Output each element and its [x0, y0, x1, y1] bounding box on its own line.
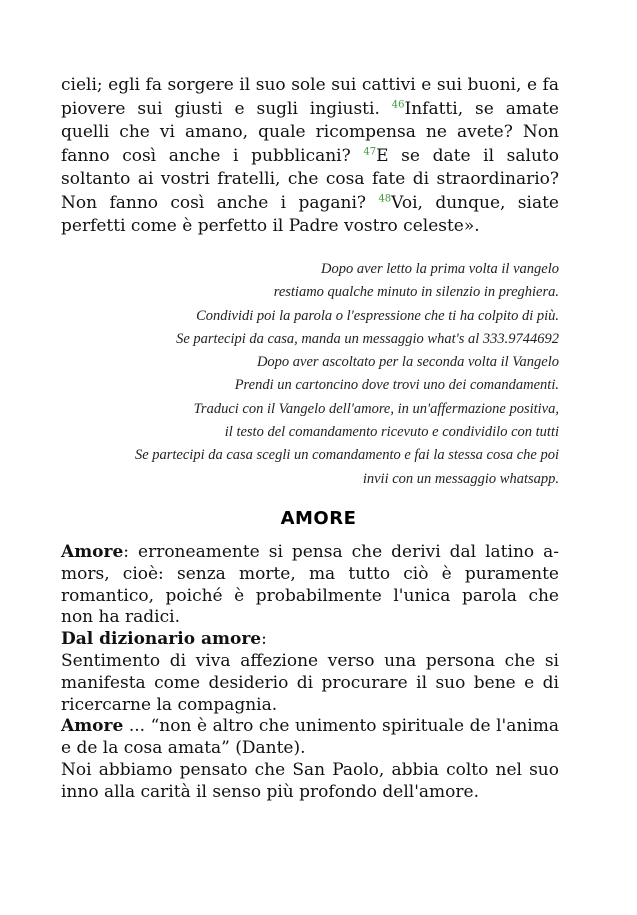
scripture-paragraph — [61, 74, 559, 239]
instruction-line: il testo del comandamento ricevuto e condividilo con tutti — [224, 424, 559, 441]
instruction-line: Se partecipi da casa, manda un messaggio what's al 333.9744692 — [176, 330, 559, 347]
body-text — [61, 542, 559, 804]
instruction-line: invii con un messaggio whatsapp. — [362, 470, 559, 487]
term-label: Dal dizionario amore — [61, 629, 262, 650]
scripture-text: E se date il saluto soltanto ai vostri fratelli, che cosa fate di straordinario? Non fanno così anche i pagani? — [61, 145, 559, 213]
paragraph — [61, 629, 559, 651]
paragraph — [61, 542, 559, 629]
verse-number: 48 — [378, 192, 392, 204]
verse-number: 46 — [391, 98, 405, 110]
paragraph-text: ... “non è altro che unimento spirituale de l'anima e de la cosa amata” (Dante). — [61, 716, 559, 759]
term-label: Amore — [61, 716, 124, 737]
verse-number: 47 — [363, 145, 377, 157]
paragraph: Sentimento di viva affezione verso una persona che si manifesta come desiderio di procurare il suo bene e di ricercarne la compagnia. — [61, 650, 559, 715]
instruction-line: Prendi un cartoncino dove trovi uno dei comandamenti. — [234, 377, 559, 394]
instruction-line: restiamo qualche minuto in silenzio in preghiera. — [273, 284, 559, 301]
term-label: Amore — [61, 542, 124, 562]
paragraph-text: : erroneamente si pensa che derivi dal latino a-mors, cioè: senza morte, ma tutto ciò è puramente romantico, poiché è probabilmente l'unica parola che non ha radici. — [61, 542, 559, 628]
scripture-text: Voi, dunque, siate perfetti come è perfetto il Padre vostro celeste». — [61, 192, 559, 236]
instruction-line: Condividi poi la parola o l'espressione che ti ha colpito di più. — [196, 307, 559, 324]
scripture-text: cieli; egli fa sorgere il suo sole sui cattivi e sui buoni, e fa piovere sui giusti e sugli ingiusti. — [61, 75, 559, 119]
instructions-block — [60, 258, 559, 491]
instruction-line: Se partecipi da casa scegli un comandamento e fai la stessa cosa che poi — [134, 447, 559, 464]
paragraph — [61, 716, 559, 760]
paragraph-text: : — [261, 629, 267, 650]
instruction-line: Dopo aver letto la prima volta il vangelo — [320, 261, 559, 277]
section-heading: AMORE — [280, 508, 357, 529]
instruction-line: Dopo aver ascoltato per la seconda volta il Vangelo — [256, 354, 559, 371]
scripture-passage — [61, 74, 559, 239]
instruction-line: Traduci con il Vangelo dell'amore, in un'affermazione positiva, — [193, 400, 559, 417]
paragraph: Noi abbiamo pensato che San Paolo, abbia colto nel suo inno alla carità il senso più profondo dell'amore. — [61, 759, 559, 802]
scripture-text: Infatti, se amate quelli che vi amano, quale ricompensa ne avete? Non fanno così anche i pubblicani? — [61, 98, 559, 166]
